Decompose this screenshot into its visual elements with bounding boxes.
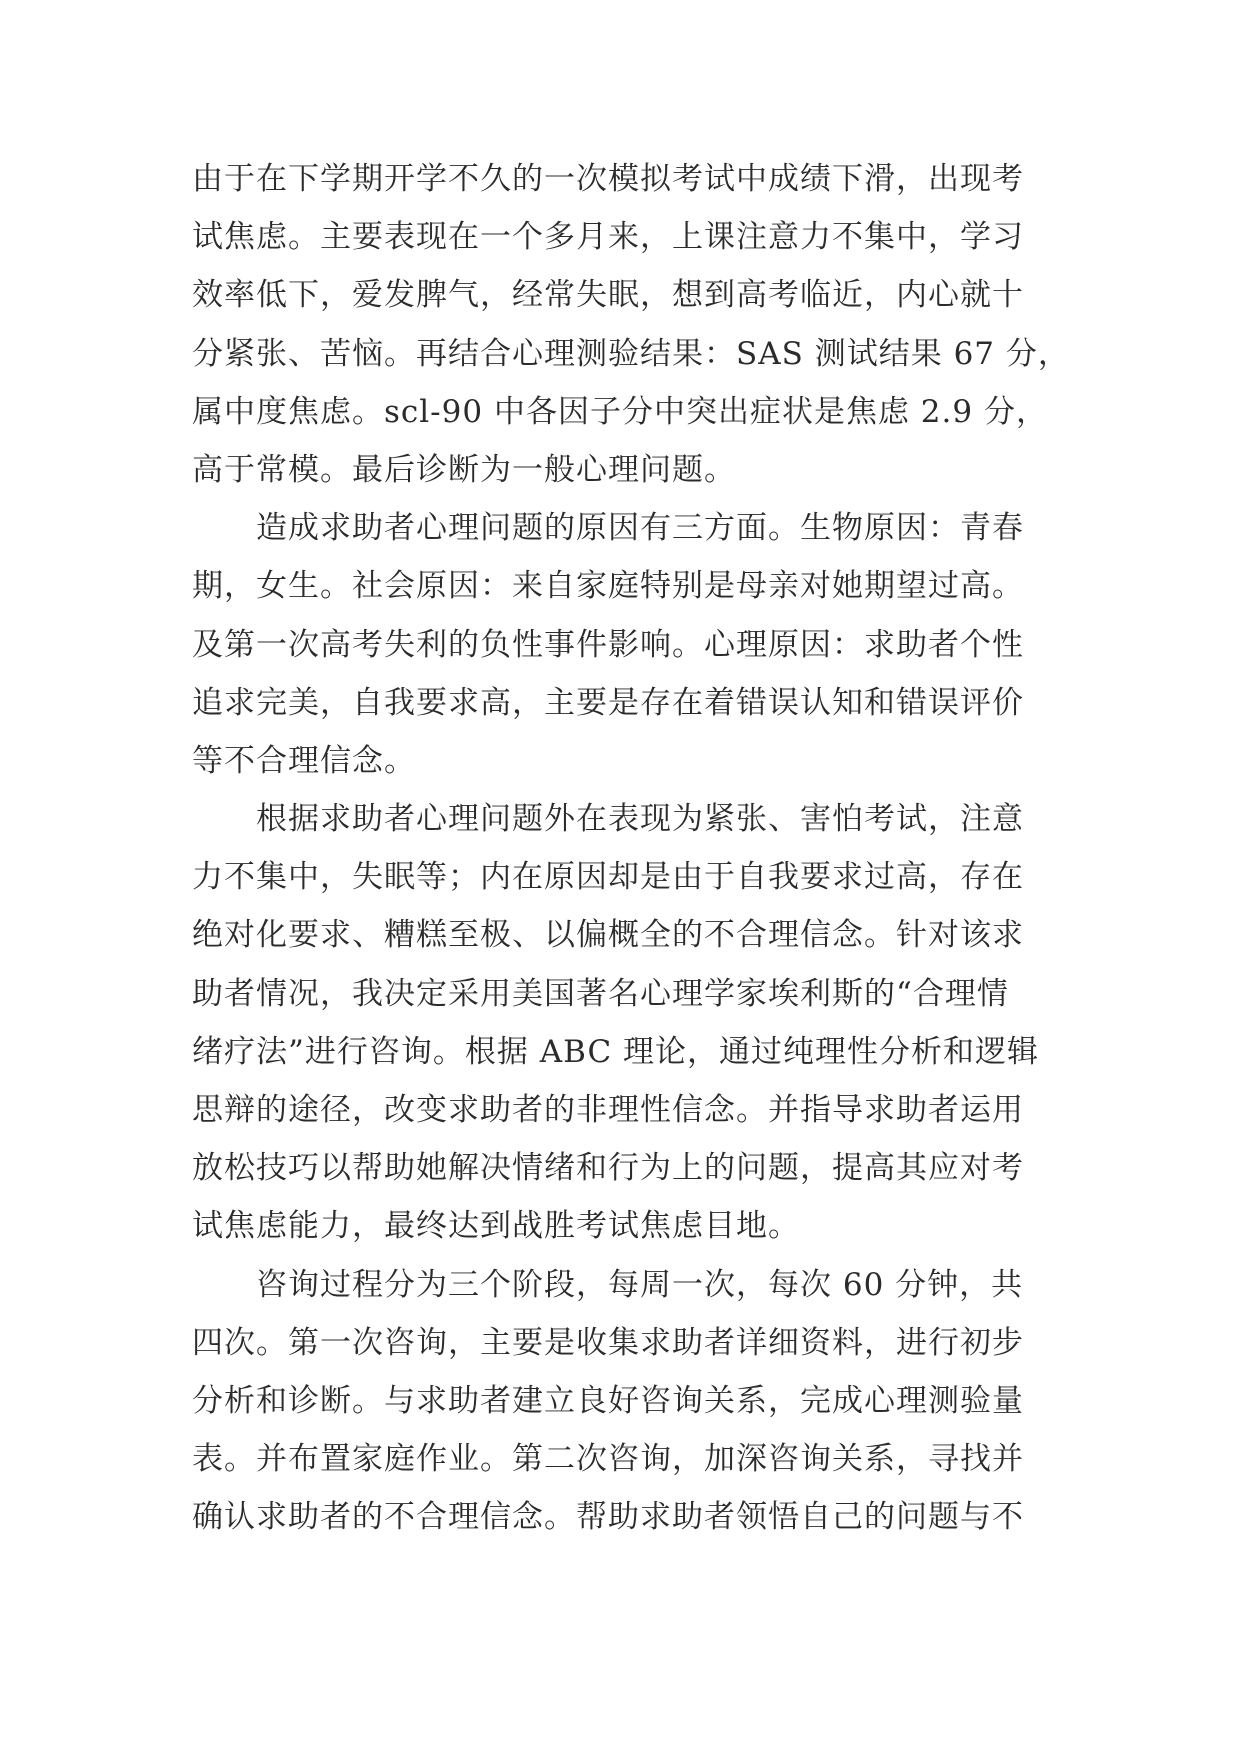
paragraph-method [192, 790, 1054, 1256]
text-line: 造成求助者心理问题的原因有三方面。生物原因：青春 [256, 510, 1024, 547]
text-line: 放松技巧以帮助她解决情绪和行为上的问题，提高其应对考 [192, 1150, 1024, 1187]
text-line: 属中度焦虑。scl-90 中各因子分中突出症状是焦虑 2.9 分， [192, 393, 1048, 430]
text-line: 试焦虑。主要表现在一个多月来，上课注意力不集中，学习 [192, 219, 1024, 256]
text-line: 四次。第一次咨询，主要是收集求助者详细资料，进行初步 [192, 1324, 1024, 1361]
text-line: 根据求助者心理问题外在表现为紧张、害怕考试，注意 [256, 801, 1024, 838]
text-line: 思辩的途径，改变求助者的非理性信念。并指导求助者运用 [192, 1092, 1024, 1128]
paragraph-process [192, 1256, 1054, 1547]
text-line: 期，女生。社会原因：来自家庭特别是母亲对她期望过高。 [192, 568, 1024, 605]
text-line: 确认求助者的不合理信念。帮助求助者领悟自己的问题与不 [192, 1499, 1024, 1536]
text-line: 试焦虑能力，最终达到战胜考试焦虑目地。 [192, 1208, 800, 1245]
paragraph-causes [192, 499, 1054, 790]
text-line: 表。并布置家庭作业。第二次咨询，加深咨询关系，寻找并 [192, 1441, 1024, 1478]
text-line: 分紧张、苦恼。再结合心理测验结果：SAS 测试结果 67 分， [192, 335, 1070, 372]
paragraph-diagnosis [192, 150, 1070, 499]
text-line: 高于常模。最后诊断为一般心理问题。 [192, 451, 736, 488]
text-line: 绝对化要求、糟糕至极、以偏概全的不合理信念。针对该求 [192, 917, 1024, 954]
text-line: 分析和诊断。与求助者建立良好咨询关系，完成心理测验量 [192, 1382, 1024, 1419]
text-line: 力不集中，失眠等；内在原因却是由于自我要求过高，存在 [192, 859, 1024, 896]
text-line: 等不合理信念。 [192, 742, 416, 779]
text-line: 效率低下，爱发脾气，经常失眠，想到高考临近，内心就十 [192, 277, 1024, 314]
text-line: 咨询过程分为三个阶段，每周一次，每次 60 分钟，共 [256, 1266, 1024, 1303]
text-line: 追求完美，自我要求高，主要是存在着错误认知和错误评价 [192, 684, 1024, 721]
document-body [192, 150, 1070, 1547]
text-line: 及第一次高考失利的负性事件影响。心理原因：求助者个性 [192, 626, 1024, 663]
text-line: 助者情况，我决定采用美国著名心理学家埃利斯的“合理情 [192, 975, 1009, 1012]
text-line: 绪疗法”进行咨询。根据 ABC 理论，通过纯理性分析和逻辑 [192, 1033, 1040, 1070]
text-line: 由于在下学期开学不久的一次模拟考试中成绩下滑，出现考 [192, 161, 1024, 197]
